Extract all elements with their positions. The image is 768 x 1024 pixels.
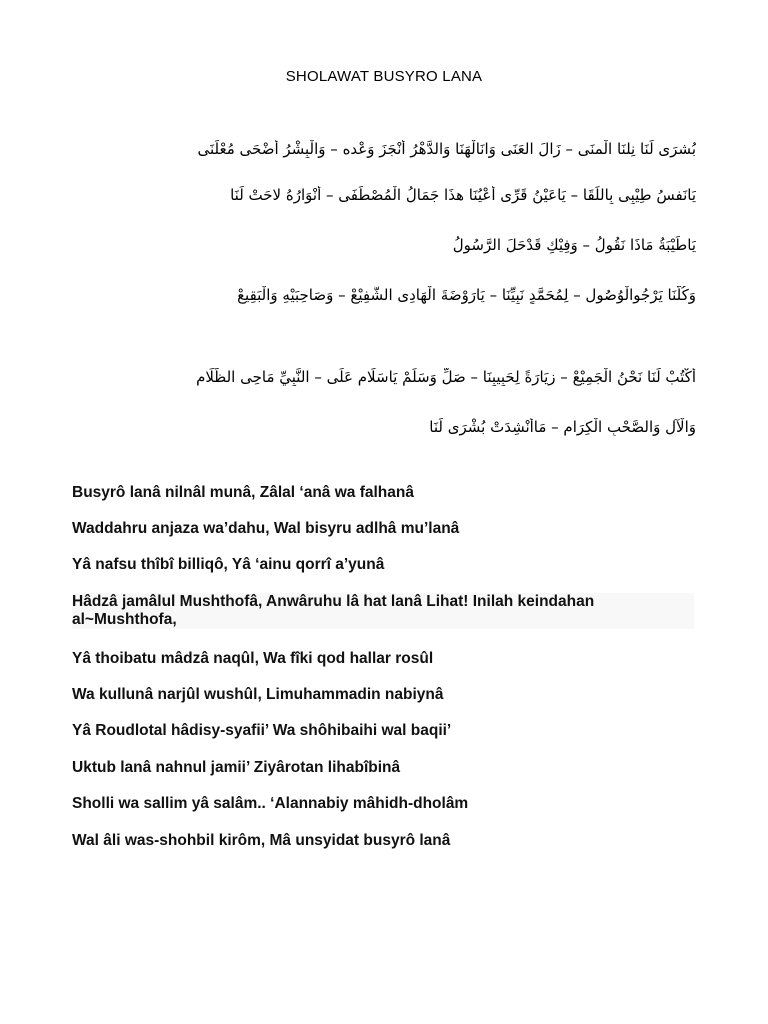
arabic-line-5: أُكْتُبْ لَنَا نَحْنُ الْجَمِيْعْ – زِيَارَةً لِحَبِيبِنَا – صَلِّ وَسَلِّمْ يَاسَلَام عَلَى – النَّبِيِّ مَاحِى الظَّلَام [196, 368, 696, 386]
latin-line-8: Uktub lanâ nahnul jamii’ Ziyârotan lihabîbinâ [72, 759, 401, 776]
latin-line-6: Wa kullunâ narjûl wushûl, Limuhammadin nabiynâ [72, 686, 444, 703]
page-title: SHOLAWAT BUSYRO LANA [285, 68, 483, 85]
latin-line-5: Yâ thoibatu mâdzâ naqûl, Wa fîki qod hallar rosûl [72, 650, 434, 667]
arabic-line-2: يَانَفسُ طِيْبِى بِاللِّقَا – يَاعَيْنُ قَرِّى أَعْيُنَا هذَا جَمَالُ الْمُصْطَفَى – أَنْوَارُهُ لاحَتْ لَنَا [230, 186, 696, 204]
latin-line-10: Wal âli was-shohbil kirôm, Mâ unsyidat busyrô lanâ [72, 832, 451, 849]
latin-line-7: Yâ Roudlotal hâdisy-syafii’ Wa shôhibaihi wal baqii’ [72, 722, 452, 739]
latin-line-9: Sholli wa sallim yâ salâm.. ‘Alannabiy mâhidh-dholâm [72, 795, 469, 812]
arabic-line-3: يَاطَيْبَةُ مَاذَا نَقُولُ – وَفِيْكِ قَدْحَلَ الرَّسُولُ [452, 236, 696, 254]
latin-line-2: Waddahru anjaza wa’dahu, Wal bisyru adlhâ mu’lanâ [72, 520, 460, 537]
latin-line-1: Busyrô lanâ nilnâl munâ, Zâlal ‘anâ wa falhanâ [72, 484, 414, 501]
arabic-line-1: بُشرَى لَنَا نِلنَا الْمنَى – زَالَ العَنَى وَانَالْهَنَا وَالدَّهْرُ أَنْجَزَ وَعْده – وَالْبِشْرُ أَضْحَى مُعْلَنَى [197, 140, 696, 158]
latin-line-4: Hâdzâ jamâlul Mushthofâ, Anwâruhu lâ hat lanâ Lihat! Inilah keindahan al~Mushthofa, [72, 593, 694, 629]
latin-line-3: Yâ nafsu thîbî billiqô, Yâ ‘ainu qorrî a’yunâ [72, 556, 385, 573]
arabic-line-4: وَكُلُّنَا يَرْجُوالْوُصُول – لِمُحَمَّدٍ نَبِيِّنَا – يَارَوْضَةَ الْهَادِى الشَّفِيْعْ – وَصَاحِبَيْهِ وَالْبَقِيعْ [237, 286, 696, 304]
arabic-line-6: وَالْآلِ وَالصَّحْبِ الْكِرَام – مَاأُنْشِدَتْ بُشْرَى لَنَا [429, 418, 696, 436]
